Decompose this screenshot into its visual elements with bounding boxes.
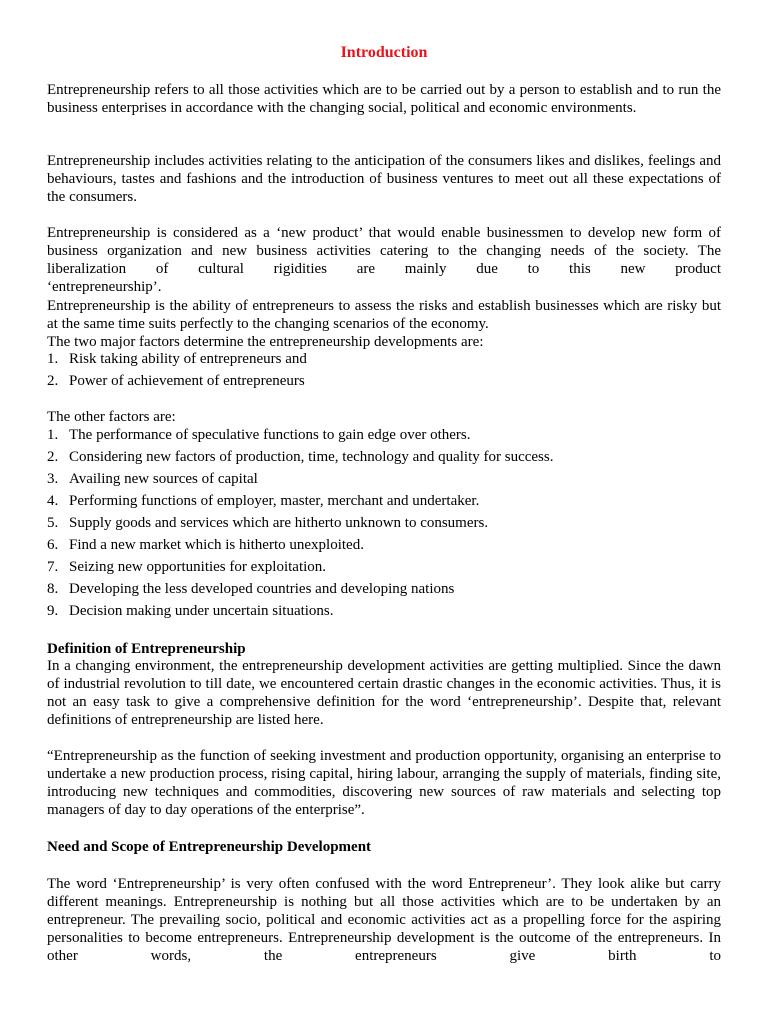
definition-heading: Definition of Entrepreneurship [47,641,246,657]
intro-paragraph-5: The two major factors determine the entrepreneurship developments are: [47,334,484,350]
list-item: 6. Find a new market which is hitherto unexploited. [47,537,364,553]
intro-paragraph-2: Entrepreneurship includes activities relating to the anticipation of the consumers likes and dislikes, feelings and behaviours, tastes and fashions and the introduction of business ventures to meet out all these expectations of the consumers. [47,153,721,205]
intro-paragraph-3-end: ‘entrepreneurship’. [47,279,162,295]
list-item: 1. Risk taking ability of entrepreneurs and [47,351,307,367]
need-scope-paragraph: The word ‘Entrepreneurship’ is very often confused with the word Entrepreneur’. They look alike but carry different meanings. Entrepreneurship is nothing but all those activities which are to be undertaken by an entrepreneur. The prevailing socio, political and economic activities act as a propelling force for the aspiring personalities to become entrepreneurs. Entrepreneurship development is the outcome of the entrepreneurs. In other words, the entrepreneurs give birth to [47,876,721,964]
definition-paragraph: In a changing environment, the entrepreneurship development activities are getting multiplied. Since the dawn of industrial revolution to till date, we encountered certain drastic changes in the economic activities. Thus, it is not an easy task to give a comprehensive definition for the word ‘entrepreneurship’. Despite that, relevant definitions of entrepreneurship are listed here. [47,658,721,728]
list-item: 1. The performance of speculative functions to gain edge over others. [47,427,471,443]
intro-paragraph-1: Entrepreneurship refers to all those activities which are to be carried out by a person to establish and to run the business enterprises in accordance with the changing social, political and economic environments. [47,82,721,116]
list-item: 8. Developing the less developed countries and developing nations [47,581,455,597]
page-title: Introduction [340,44,428,61]
major-factors-list [47,348,721,392]
list-item: 5. Supply goods and services which are hitherto unknown to consumers. [47,515,489,531]
list-item: 7. Seizing new opportunities for exploitation. [47,559,327,575]
list-item: 3. Availing new sources of capital [47,471,258,487]
intro-paragraph-4: Entrepreneurship is the ability of entrepreneurs to assess the risks and establish businesses which are risky but at the same time suits perfectly to the changing scenarios of the economy. [47,298,721,332]
list-item: 4. Performing functions of employer, master, merchant and undertaker. [47,493,480,509]
definition-quote: “Entrepreneurship as the function of seeking investment and production opportunity, organising an enterprise to undertake a new production process, rising capital, hiring labour, arranging the supply of materials, finding site, introducing new techniques and commodities, discovering new sources of raw materials and selecting top managers of day to day operations of the enterprise”. [47,748,721,818]
other-factors-list [47,424,721,622]
need-scope-heading: Need and Scope of Entrepreneurship Development [47,839,372,855]
list-item: 9. Decision making under uncertain situations. [47,603,334,619]
list-item: 2. Power of achievement of entrepreneurs [47,373,305,389]
intro-paragraph-3: Entrepreneurship is considered as a ‘new product’ that would enable businessmen to develop new form of business organization and new business activities catering to the changing needs of the society. The liberalization of cultural rigidities are mainly due to this new product [47,225,721,277]
other-factors-label: The other factors are: [47,409,176,425]
list-item: 2. Considering new factors of production, time, technology and quality for success. [47,449,554,465]
